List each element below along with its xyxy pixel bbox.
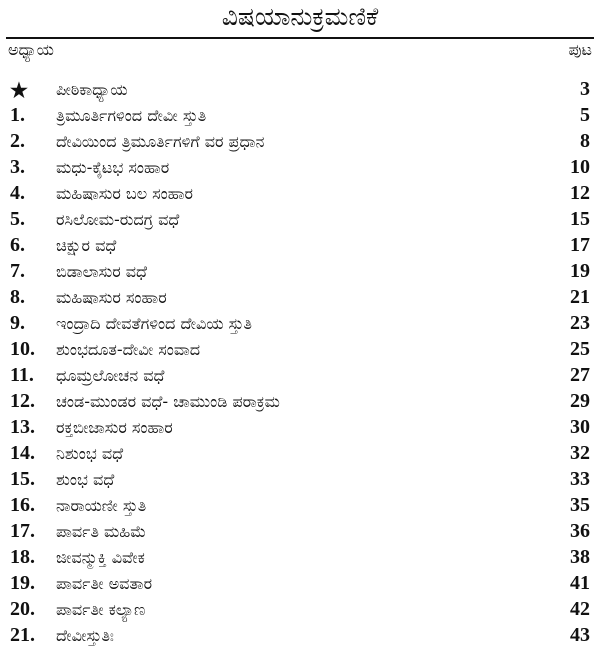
toc-entry (0, 416, 600, 442)
entry-title: ಮಹಿಷಾಸುರ ಸಂಹಾರ (56, 288, 167, 307)
entry-title: ಪಾರ್ವತಿ ಮಹಿಮೆ (56, 522, 147, 541)
entry-number: 2. (10, 130, 25, 152)
title-divider (6, 37, 594, 39)
entry-page: 12 (570, 182, 590, 204)
toc-entry (0, 364, 600, 390)
entry-title: ಜೀವನ್ಮುಕ್ತಿ ವಿವೇಕ (56, 548, 145, 567)
entry-page: 41 (570, 572, 590, 594)
toc-entry (0, 234, 600, 260)
entry-number: ★ (10, 80, 28, 102)
entry-title: ದೇವೀಸ್ತುತಿಃ (56, 626, 114, 645)
entry-page: 30 (570, 416, 590, 438)
entry-page: 42 (570, 598, 590, 620)
entry-title: ಶುಂಭ ವಧೆ (56, 470, 115, 489)
page-column-header: ಪುಟ (568, 40, 592, 59)
entry-title: ತ್ರಿಮೂರ್ತಿಗಳಿಂದ ದೇವೀ ಸ್ತುತಿ (56, 106, 207, 125)
entry-title: ಪಾರ್ವತೀ ಕಲ್ಯಾಣ (56, 600, 146, 619)
entry-title: ರಕ್ತಬೀಜಾಸುರ ಸಂಹಾರ (56, 418, 173, 437)
entry-number: 1. (10, 104, 25, 126)
entry-title: ನಿಶುಂಭ ವಧೆ (56, 444, 124, 463)
entry-page: 29 (570, 390, 590, 412)
entry-page: 19 (570, 260, 590, 282)
toc-entry (0, 78, 600, 104)
entry-page: 10 (570, 156, 590, 178)
entry-number: 12. (10, 390, 35, 412)
toc-entry (0, 442, 600, 468)
toc-entry (0, 156, 600, 182)
toc-entry (0, 390, 600, 416)
entry-number: 6. (10, 234, 25, 256)
toc-entry (0, 624, 600, 650)
toc-entry (0, 104, 600, 130)
entry-number: 14. (10, 442, 35, 464)
chapter-column-header: ಅಧ್ಯಾಯ (8, 40, 54, 59)
toc-entry (0, 572, 600, 598)
entry-number: 9. (10, 312, 25, 334)
entry-title: ದೇವಿಯಿಂದ ತ್ರಿಮೂರ್ತಿಗಳಿಗೆ ವರ ಪ್ರಧಾನ (56, 132, 265, 151)
toc-entry (0, 494, 600, 520)
entry-number: 19. (10, 572, 35, 594)
entry-number: 21. (10, 624, 35, 646)
entry-title: ಪಾರ್ವತೀ ಅವತಾರ (56, 574, 153, 593)
entry-page: 36 (570, 520, 590, 542)
toc-entry (0, 520, 600, 546)
toc-entry (0, 338, 600, 364)
entry-number: 4. (10, 182, 25, 204)
entry-title: ಮಧು-ಕೈಟಭ ಸಂಹಾರ (56, 158, 170, 177)
entry-title: ಚಂಡ-ಮುಂಡರ ವಧೆ- ಚಾಮುಂಡಿ ಪರಾಕ್ರಮ (56, 392, 280, 411)
entry-title: ಧೂಮ್ರಲೋಚನ ವಧೆ (56, 366, 165, 385)
entry-number: 18. (10, 546, 35, 568)
toc-entry (0, 208, 600, 234)
entry-page: 8 (580, 130, 590, 152)
toc-entry (0, 468, 600, 494)
entry-page: 33 (570, 468, 590, 490)
entry-number: 5. (10, 208, 25, 230)
entry-number: 10. (10, 338, 35, 360)
toc-entry (0, 130, 600, 156)
entry-title: ರಸಿಲೋಮ-ರುದಗ್ರ ವಧೆ (56, 210, 180, 229)
entry-page: 23 (570, 312, 590, 334)
entry-number: 16. (10, 494, 35, 516)
entry-page: 5 (580, 104, 590, 126)
entry-page: 38 (570, 546, 590, 568)
toc-entry (0, 260, 600, 286)
entry-number: 7. (10, 260, 25, 282)
entry-title: ನಾರಾಯಣೀ ಸ್ತುತಿ (56, 496, 147, 515)
entry-page: 43 (570, 624, 590, 646)
entry-number: 15. (10, 468, 35, 490)
toc-entry (0, 312, 600, 338)
entry-title: ಬಿಡಾಲಾಸುರ ವಧೆ (56, 262, 147, 281)
entry-page: 27 (570, 364, 590, 386)
entry-title: ಪೀಠಿಕಾಧ್ಯಾಯ (56, 80, 128, 99)
entry-title: ಚಿಕ್ಷುರ ವಧೆ (56, 236, 117, 255)
entry-number: 3. (10, 156, 25, 178)
entry-title: ಮಹಿಷಾಸುರ ಬಲ ಸಂಹಾರ (56, 184, 193, 203)
page-title: ವಿಷಯಾನುಕ್ರಮಣಿಕೆ (221, 2, 379, 31)
entry-page: 25 (570, 338, 590, 360)
entry-page: 35 (570, 494, 590, 516)
toc-entry (0, 286, 600, 312)
entry-number: 11. (10, 364, 34, 386)
entry-number: 8. (10, 286, 25, 308)
entry-page: 17 (570, 234, 590, 256)
entry-page: 32 (570, 442, 590, 464)
entry-title: ಶುಂಭದೂತ-ದೇವೀ ಸಂವಾದ (56, 340, 201, 359)
entry-page: 3 (580, 78, 590, 100)
entry-number: 13. (10, 416, 35, 438)
toc-entry (0, 546, 600, 572)
entry-number: 17. (10, 520, 35, 542)
entry-number: 20. (10, 598, 35, 620)
toc-entry (0, 182, 600, 208)
toc-entry (0, 598, 600, 624)
entry-page: 15 (570, 208, 590, 230)
entry-title: ಇಂದ್ರಾದಿ ದೇವತೆಗಳಿಂದ ದೇವಿಯ ಸ್ತುತಿ (56, 314, 253, 333)
entry-page: 21 (570, 286, 590, 308)
